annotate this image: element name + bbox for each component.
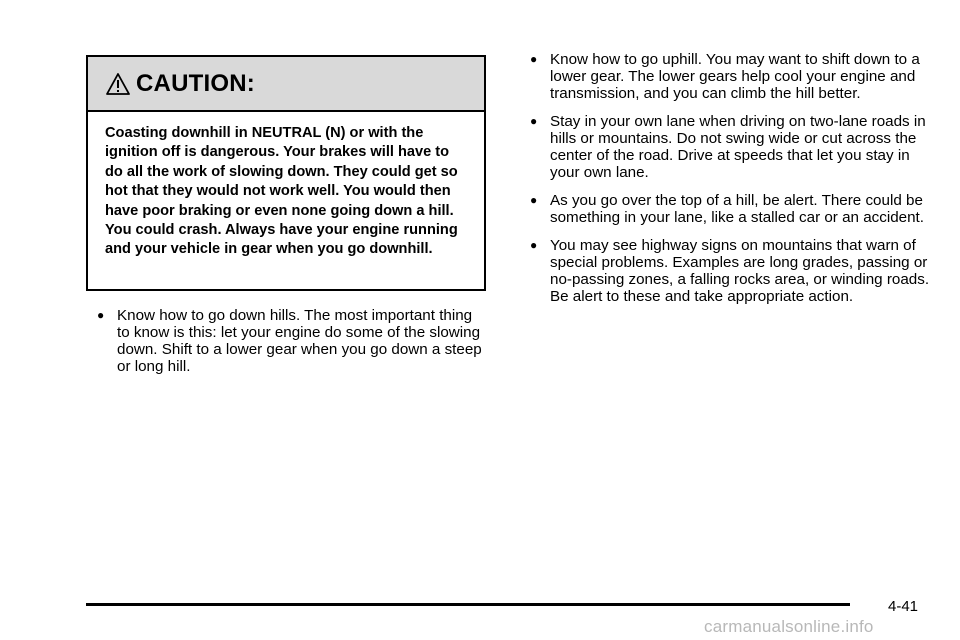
list-item xyxy=(530,51,940,102)
bullet-icon: ● xyxy=(530,193,538,207)
right-column xyxy=(530,51,940,316)
bullet-icon: ● xyxy=(530,238,538,252)
bullet-text: You may see highway signs on mountains that warn of special problems. Examples are long grades, passing or no-passing zones, a falling rocks area, or winding roads. Be alert to these and take appropriate action. xyxy=(550,237,930,305)
list-item xyxy=(530,192,940,226)
list-item xyxy=(530,113,940,181)
bullet-text: Know how to go uphill. You may want to shift down to a lower gear. The lower gears help cool your engine and transmission, and you can climb the hill better. xyxy=(550,51,920,102)
caution-box xyxy=(86,55,486,291)
bullet-text: Know how to go down hills. The most important thing to know is this: let your engine do some of the slowing down. Shift to a lower gear when you go down a steep or long hill. xyxy=(117,307,482,375)
bullet-icon: ● xyxy=(530,52,538,66)
list-item xyxy=(530,237,940,305)
watermark: carmanualsonline.info xyxy=(704,617,874,636)
caution-header xyxy=(88,57,484,112)
footer-rule xyxy=(86,603,850,606)
caution-title: CAUTION: xyxy=(136,69,255,97)
bullet-icon: ● xyxy=(97,308,105,322)
page-number: 4-41 xyxy=(888,598,919,615)
warning-triangle-icon xyxy=(106,72,130,96)
caution-text: Coasting downhill in NEUTRAL (N) or with the ignition off is dangerous. Your brakes will have to do all the work of slowing down. They could get so hot that they would not work well. You would then have poor braking or even none going down a hill. You could crash. Always have your engine running and your vehicle in gear when you go downhill. xyxy=(105,125,458,258)
list-item xyxy=(97,307,482,375)
bullet-text: Stay in your own lane when driving on two-lane roads in hills or mountains. Do not swing wide or cut across the center of the road. Drive at speeds that let you stay in your own lane. xyxy=(550,113,926,181)
bullet-icon: ● xyxy=(530,114,538,128)
left-column xyxy=(97,307,482,386)
bullet-text: As you go over the top of a hill, be alert. There could be something in your lane, like a stalled car or an accident. xyxy=(550,192,924,226)
